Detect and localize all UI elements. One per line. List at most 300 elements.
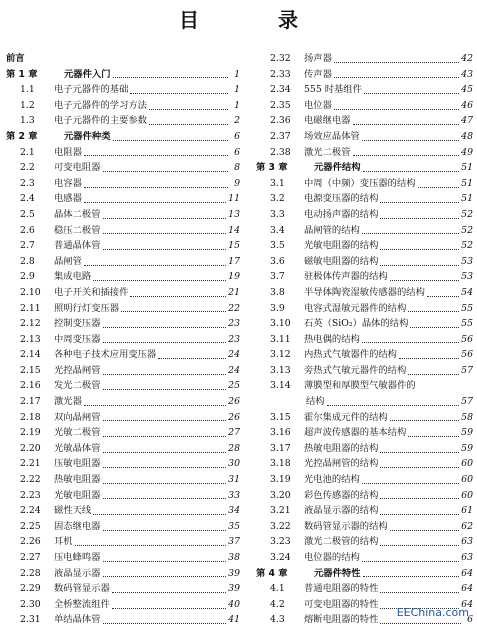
toc-leader-dots [380,622,461,624]
toc-entry-title: 熔断电阻器的特性 [304,614,379,626]
toc-page-number: 61 [461,505,473,517]
toc-entry-number: 2.30 [20,598,41,610]
toc-entry-title: 磁性天线 [54,505,92,517]
toc-entry-title: 光控晶闸管 [54,364,101,376]
toc-entry-title: 元器件结构 [314,162,361,174]
toc-entry-number: 2.31 [20,614,41,626]
toc-entry-title: 场效应晶体管 [304,130,360,142]
toc-entry-title: 前言 [6,53,25,64]
toc-section-entry[interactable] [256,550,473,566]
toc-entry-number: 2.1 [20,146,35,158]
toc-entry-number: 2.16 [20,380,41,392]
toc-entry-number: 2.27 [20,552,41,563]
toc-entry-title: 热敏电阻器 [54,474,101,486]
toc-leader-dots [103,497,227,499]
toc-entry-number: 1.1 [20,84,35,96]
toc-section-entry[interactable] [256,394,473,410]
toc-page-number: 42 [461,53,473,64]
toc-entry-title: 晶体二极管 [54,208,101,220]
toc-section-entry[interactable] [6,316,240,332]
toc-leader-dots [380,201,459,203]
toc-entry-number: 3.8 [270,286,285,298]
toc-entry-number: 2.15 [20,364,41,376]
toc-page-number: 57 [461,396,473,408]
toc-entry-number: 2.18 [20,411,41,423]
toc-page-number: 1 [234,68,240,80]
toc-page-number: 64 [461,567,473,579]
toc-entry-title: 光电池的结构 [304,474,360,486]
toc-entry-number: 3.13 [270,364,291,376]
toc-entry-number: 1.2 [20,99,35,111]
toc-leader-dots [130,92,228,94]
toc-section-entry[interactable] [256,98,473,114]
toc-section-entry[interactable] [6,581,240,597]
toc-leader-dots [427,295,459,297]
toc-page-number: 63 [461,552,473,563]
toc-page-number: 46 [461,99,473,111]
toc-section-entry[interactable] [256,441,473,457]
toc-page-number: 23 [228,333,240,345]
toc-chapter-entry[interactable] [6,129,240,145]
toc-leader-dots [130,295,226,297]
toc-section-entry[interactable] [6,145,240,161]
toc-entry-title: 稳压二极管 [54,224,101,236]
toc-section-entry[interactable] [6,191,240,207]
toc-chapter-entry[interactable] [256,160,473,176]
toc-leader-dots [408,373,459,375]
toc-entry-title: 中周（中频）变压器的结构 [304,177,416,189]
toc-page-number: 52 [461,208,473,220]
toc-section-entry[interactable] [6,378,240,394]
toc-entry-title: 晶闸管的结构 [304,224,360,236]
toc-leader-dots [380,217,459,219]
toc-leader-dots [380,248,459,250]
toc-entry-number: 2.37 [270,130,291,142]
toc-entry-number: 3.18 [270,458,291,470]
toc-page-number: 51 [461,162,473,174]
toc-entry-title: 普通电阻器的特性 [304,583,379,595]
toc-page-number: 59 [461,427,473,439]
toc-section-entry[interactable] [6,285,240,301]
toc-section-entry[interactable] [256,145,473,161]
toc-section-entry[interactable] [6,254,240,270]
toc-entry-title: 热敏电阻器的结构 [304,442,379,454]
toc-entry-title: 石英（SiO₂）晶体的结构 [304,318,409,330]
toc-leader-dots [84,404,226,406]
toc-leader-dots [363,575,460,577]
toc-page-number: 26 [228,396,240,408]
toc-entry-number: 3.14 [270,380,291,392]
toc-chapter-entry[interactable] [256,566,473,582]
toc-entry-title: 光敏电阻器 [54,489,101,501]
toc-entry-title: 元器件特性 [314,567,361,579]
toc-page-number: 33 [228,489,240,501]
toc-section-entry[interactable] [256,503,473,519]
toc-leader-dots [334,108,459,110]
toc-entry-number: 2.25 [20,520,41,532]
toc-entry-number: 3.10 [270,318,291,330]
toc-entry-title: 照明行灯变压器 [54,302,120,314]
toc-entry-number: 2.9 [20,271,35,283]
toc-section-entry[interactable] [256,223,473,239]
toc-page-number: 52 [461,240,473,252]
toc-leader-dots [380,451,459,453]
toc-section-entry[interactable] [256,410,473,426]
toc-entry-number: 3.12 [270,349,291,361]
toc-page-number: 55 [461,302,473,314]
toc-entry-number: 3.1 [270,177,285,189]
toc-section-entry[interactable] [256,129,473,145]
toc-entry-number: 3.6 [270,255,285,267]
toc-section-entry[interactable] [256,207,473,223]
toc-section-entry[interactable] [6,347,240,363]
toc-entry-number: 2.24 [20,505,41,517]
toc-section-entry[interactable] [6,534,240,550]
toc-section-entry[interactable] [256,378,473,394]
toc-leader-dots [112,607,226,609]
toc-leader-dots [390,529,459,531]
toc-page-number: 1 [234,99,240,111]
toc-entry-number: 3.7 [270,271,285,283]
toc-entry-title: 电子元器件的主要参数 [54,115,147,127]
toc-page-number: 19 [228,271,240,283]
toc-section-entry[interactable] [256,581,473,597]
toc-leader-dots [158,357,226,359]
toc-entry-title: 晶闸管 [54,255,82,267]
toc-entry-number: 2.21 [20,458,41,470]
toc-page-number: 51 [461,177,473,189]
toc-right-column [256,51,473,628]
toc-leader-dots [149,108,228,110]
toc-section-entry[interactable] [6,176,240,192]
toc-page-number: 38 [228,552,240,563]
toc-entry-title: 电子元器件的基础 [54,84,129,96]
toc-entry-title: 压电蜂鸣器 [54,552,101,563]
toc-page-number: 39 [228,567,240,579]
toc-entry-title: 传声器 [304,68,332,80]
toc-leader-dots [334,61,459,63]
toc-leader-dots [353,123,460,125]
toc-entry-title: 全桥整流组件 [54,598,110,610]
toc-leader-dots [390,419,459,421]
toc-section-entry[interactable] [256,472,473,488]
toc-leader-dots [103,326,227,328]
toc-section-entry[interactable] [256,191,473,207]
toc-section-entry[interactable] [256,332,473,348]
toc-page-number: 60 [461,489,473,501]
toc-section-entry[interactable] [6,160,240,176]
toc-page-number: 53 [461,271,473,283]
toc-page-number: 26 [228,411,240,423]
toc-section-entry[interactable] [6,519,240,535]
toc-section-entry[interactable] [256,113,473,129]
toc-section-entry[interactable] [6,612,240,628]
toc-entry-title: 激光二极管的结构 [304,536,379,548]
toc-section-entry[interactable] [6,269,240,285]
toc-entry-number: 2.8 [20,255,35,267]
toc-section-entry[interactable] [6,456,240,472]
toc-entry-number: 第 4 章 [256,567,288,579]
toc-entry-title: 各种电子技术应用变压器 [54,349,157,361]
toc-leader-dots [103,248,227,250]
toc-entry-title: 普通晶体管 [54,240,101,252]
toc-leader-dots [103,388,227,390]
toc-page-number: 48 [461,130,473,142]
toc-entry-number: 2.34 [270,84,291,96]
toc-section-entry[interactable] [6,550,240,566]
toc-page-number: 51 [461,193,473,205]
toc-entry-number: 2.2 [20,162,35,174]
toc-section-entry[interactable] [256,363,473,379]
toc-entry-number: 第 2 章 [6,130,38,142]
toc-leader-dots [327,404,460,406]
toc-section-entry[interactable] [256,67,473,83]
toc-chapter-entry[interactable] [6,67,240,83]
toc-page-number: 63 [461,536,473,548]
toc-leader-dots [103,482,227,484]
toc-entry-number: 2.4 [20,193,35,205]
toc-entry-number: 2.13 [20,333,41,345]
toc-page-number: 6 [467,614,473,626]
toc-leader-dots [103,217,227,219]
toc-section-entry[interactable] [256,316,473,332]
toc-entry-title: 电磁继电器 [304,115,351,127]
toc-entry-title: 液晶显示器的结构 [304,505,379,517]
toc-entry-title: 耳机 [54,536,73,548]
toc-section-entry[interactable] [256,488,473,504]
toc-section-entry[interactable] [256,238,473,254]
toc-page-number: 24 [228,364,240,376]
toc-leader-dots [93,279,226,281]
toc-section-entry[interactable] [6,363,240,379]
toc-page-number: 64 [461,583,473,595]
toc-section-entry[interactable] [256,301,473,317]
toc-entry-number: 2.28 [20,567,41,579]
toc-section-entry[interactable] [6,425,240,441]
toc-page-number: 62 [461,520,473,532]
toc-entry-number: 3.4 [270,224,285,236]
toc-section-entry[interactable] [256,176,473,192]
toc-entry-title: 可变电阻器的特性 [304,598,379,610]
toc-entry-title: 集成电路 [54,271,92,283]
toc-leader-dots [390,279,459,281]
toc-entry-number: 第 3 章 [256,162,288,174]
toc-page-number: 30 [228,458,240,470]
toc-section-entry[interactable] [6,488,240,504]
toc-page-number: 31 [228,474,240,486]
toc-entry-number: 3.2 [270,193,285,205]
toc-entry-title: 彩色传感器的结构 [304,489,379,501]
toc-entry-number: 2.12 [20,318,41,330]
toc-entry-title: 光敏晶体管 [54,442,101,454]
toc-entry-number: 2.22 [20,474,41,486]
toc-section-entry[interactable] [6,301,240,317]
toc-section-entry[interactable] [6,566,240,582]
toc-entry-number: 3.22 [270,520,291,532]
toc-entry-title: 电容式湿敏元器件的结构 [304,302,407,314]
toc-entry-title: 驻极体传声器的结构 [304,271,388,283]
toc-front-entry[interactable] [6,51,240,67]
toc-leader-dots [84,186,228,188]
toc-entry-title: 数码管显示器的结构 [304,520,388,532]
toc-leader-dots [380,513,459,515]
page-title: 目 录 [179,8,334,32]
toc-leader-dots [121,310,226,312]
toc-entry-title: 电动扬声器的结构 [304,208,379,220]
toc-page-number: 9 [234,177,240,189]
toc-entry-title: 扬声器 [304,53,332,64]
toc-entry-title: 薄膜型和厚膜型气敏器件的 [304,380,416,392]
toc-entry-title: 电源变压器的结构 [304,193,379,205]
toc-entry-number: 3.24 [270,552,291,563]
toc-page-number: 35 [228,520,240,532]
toc-page-number: 22 [228,302,240,314]
toc-page-number: 57 [461,364,473,376]
toc-section-entry[interactable] [6,207,240,223]
toc-page-number: 14 [228,224,240,236]
toc-entry-number: 2.33 [270,68,291,80]
toc-leader-dots [362,232,459,234]
toc-entry-title: 数码管显示器 [54,583,110,595]
toc-page-number: 39 [228,583,240,595]
toc-page-number: 23 [228,318,240,330]
toc-entry-number: 3.15 [270,411,291,423]
toc-entry-number: 2.3 [20,177,35,189]
toc-entry-number: 2.29 [20,583,41,595]
toc-page-number: 11 [228,193,240,205]
toc-section-entry[interactable] [256,425,473,441]
toc-entry-title: 可变电阻器 [54,162,101,174]
toc-leader-dots [112,591,226,593]
toc-entry-number: 2.7 [20,240,35,252]
toc-entry-title: 555 时基组件 [304,84,362,96]
toc-leader-dots [364,92,459,94]
toc-section-entry[interactable] [256,285,473,301]
toc-entry-title: 固态继电器 [54,520,101,532]
toc-section-entry[interactable] [6,472,240,488]
toc-entry-title: 控制变压器 [54,318,101,330]
toc-entry-number: 4.2 [270,598,285,610]
toc-entry-number: 2.10 [20,286,41,298]
toc-page-number: 52 [461,224,473,236]
toc-leader-dots [103,622,227,624]
toc-page-number: 2 [234,115,240,127]
toc-section-entry[interactable] [6,113,240,129]
toc-page-number: 60 [461,458,473,470]
toc-entry-number: 2.17 [20,396,41,408]
watermark: EEChina.com [396,606,469,619]
toc-entry-title: 双向晶闸管 [54,411,101,423]
toc-section-entry[interactable] [6,82,240,98]
toc-entry-title: 电子开关和插接件 [54,286,129,298]
toc-leader-dots [103,435,227,437]
toc-section-entry[interactable] [6,238,240,254]
toc-section-entry[interactable] [6,394,240,410]
toc-entry-number: 2.14 [20,349,41,361]
toc-section-entry[interactable] [256,534,473,550]
toc-entry-title: 电位器的结构 [304,552,360,563]
toc-leader-dots [380,264,459,266]
toc-section-entry[interactable] [6,441,240,457]
toc-section-entry[interactable] [256,269,473,285]
toc-page-number: 6 [234,146,240,158]
toc-leader-dots [103,170,229,172]
toc-entry-number: 2.6 [20,224,35,236]
toc-leader-dots [84,154,228,156]
toc-page-number: 15 [228,240,240,252]
toc-entry-number: 3.16 [270,427,291,439]
toc-leader-dots [103,419,227,421]
toc-page-number: 47 [461,115,473,127]
toc-entry-title: 压敏电阻器 [54,458,101,470]
toc-section-entry[interactable] [6,98,240,114]
toc-page-number: 37 [228,536,240,548]
toc-leader-dots [84,201,226,203]
toc-entry-number: 1.3 [20,115,35,127]
toc-leader-dots [84,264,226,266]
toc-entry-number: 3.23 [270,536,291,548]
toc-entry-number: 2.26 [20,536,41,548]
toc-entry-number: 3.17 [270,442,291,454]
toc-leader-dots [149,123,228,125]
toc-page-number: 45 [461,84,473,96]
toc-entry-title: 液晶显示器 [54,567,101,579]
toc-page-number: 56 [461,349,473,361]
toc-leader-dots [418,186,460,188]
toc-entry-number: 2.5 [20,208,35,220]
toc-entry-number: 第 1 章 [6,68,38,80]
toc-entry-number: 2.19 [20,427,41,439]
toc-leader-dots [334,76,459,78]
toc-entry-number: 2.38 [270,146,291,158]
toc-section-entry[interactable] [256,51,473,67]
toc-page-number: 59 [461,442,473,454]
toc-entry-number: 4.1 [270,583,285,595]
toc-leader-dots [103,529,227,531]
toc-entry-title: 单结晶体管 [54,614,101,626]
toc-entry-title: 电感器 [54,193,82,205]
toc-entry-title: 旁热式气敏元器件的结构 [304,364,407,376]
toc-page-number: 34 [228,505,240,517]
toc-page-number: 17 [228,255,240,267]
toc-section-entry[interactable] [256,347,473,363]
toc-entry-title: 元器件种类 [64,130,111,142]
toc-section-entry[interactable] [6,223,240,239]
toc-page-number: 64 [461,598,473,610]
toc-leader-dots [410,326,459,328]
toc-entry-title: 半导体陶瓷湿敏传感器的结构 [304,286,425,298]
toc-section-entry[interactable] [256,519,473,535]
toc-page-number: 49 [461,146,473,158]
toc-leader-dots [363,170,460,172]
toc-entry-title: 激光二极管 [304,146,351,158]
toc-leader-dots [362,482,459,484]
toc-section-entry[interactable] [6,503,240,519]
toc-section-entry[interactable] [6,410,240,426]
toc-section-entry[interactable] [6,597,240,613]
toc-section-entry[interactable] [256,456,473,472]
toc-entry-title: 元器件入门 [64,68,111,80]
toc-page-number: 13 [228,208,240,220]
toc-page-number: 56 [461,333,473,345]
toc-entry-title: 超声波传感器的基本结构 [304,427,407,439]
toc-section-entry[interactable] [6,332,240,348]
toc-section-entry[interactable] [256,82,473,98]
toc-page-number: 6 [234,130,240,142]
toc-section-entry[interactable] [256,254,473,270]
toc-leader-dots [380,591,459,593]
toc-leader-dots [113,76,229,78]
